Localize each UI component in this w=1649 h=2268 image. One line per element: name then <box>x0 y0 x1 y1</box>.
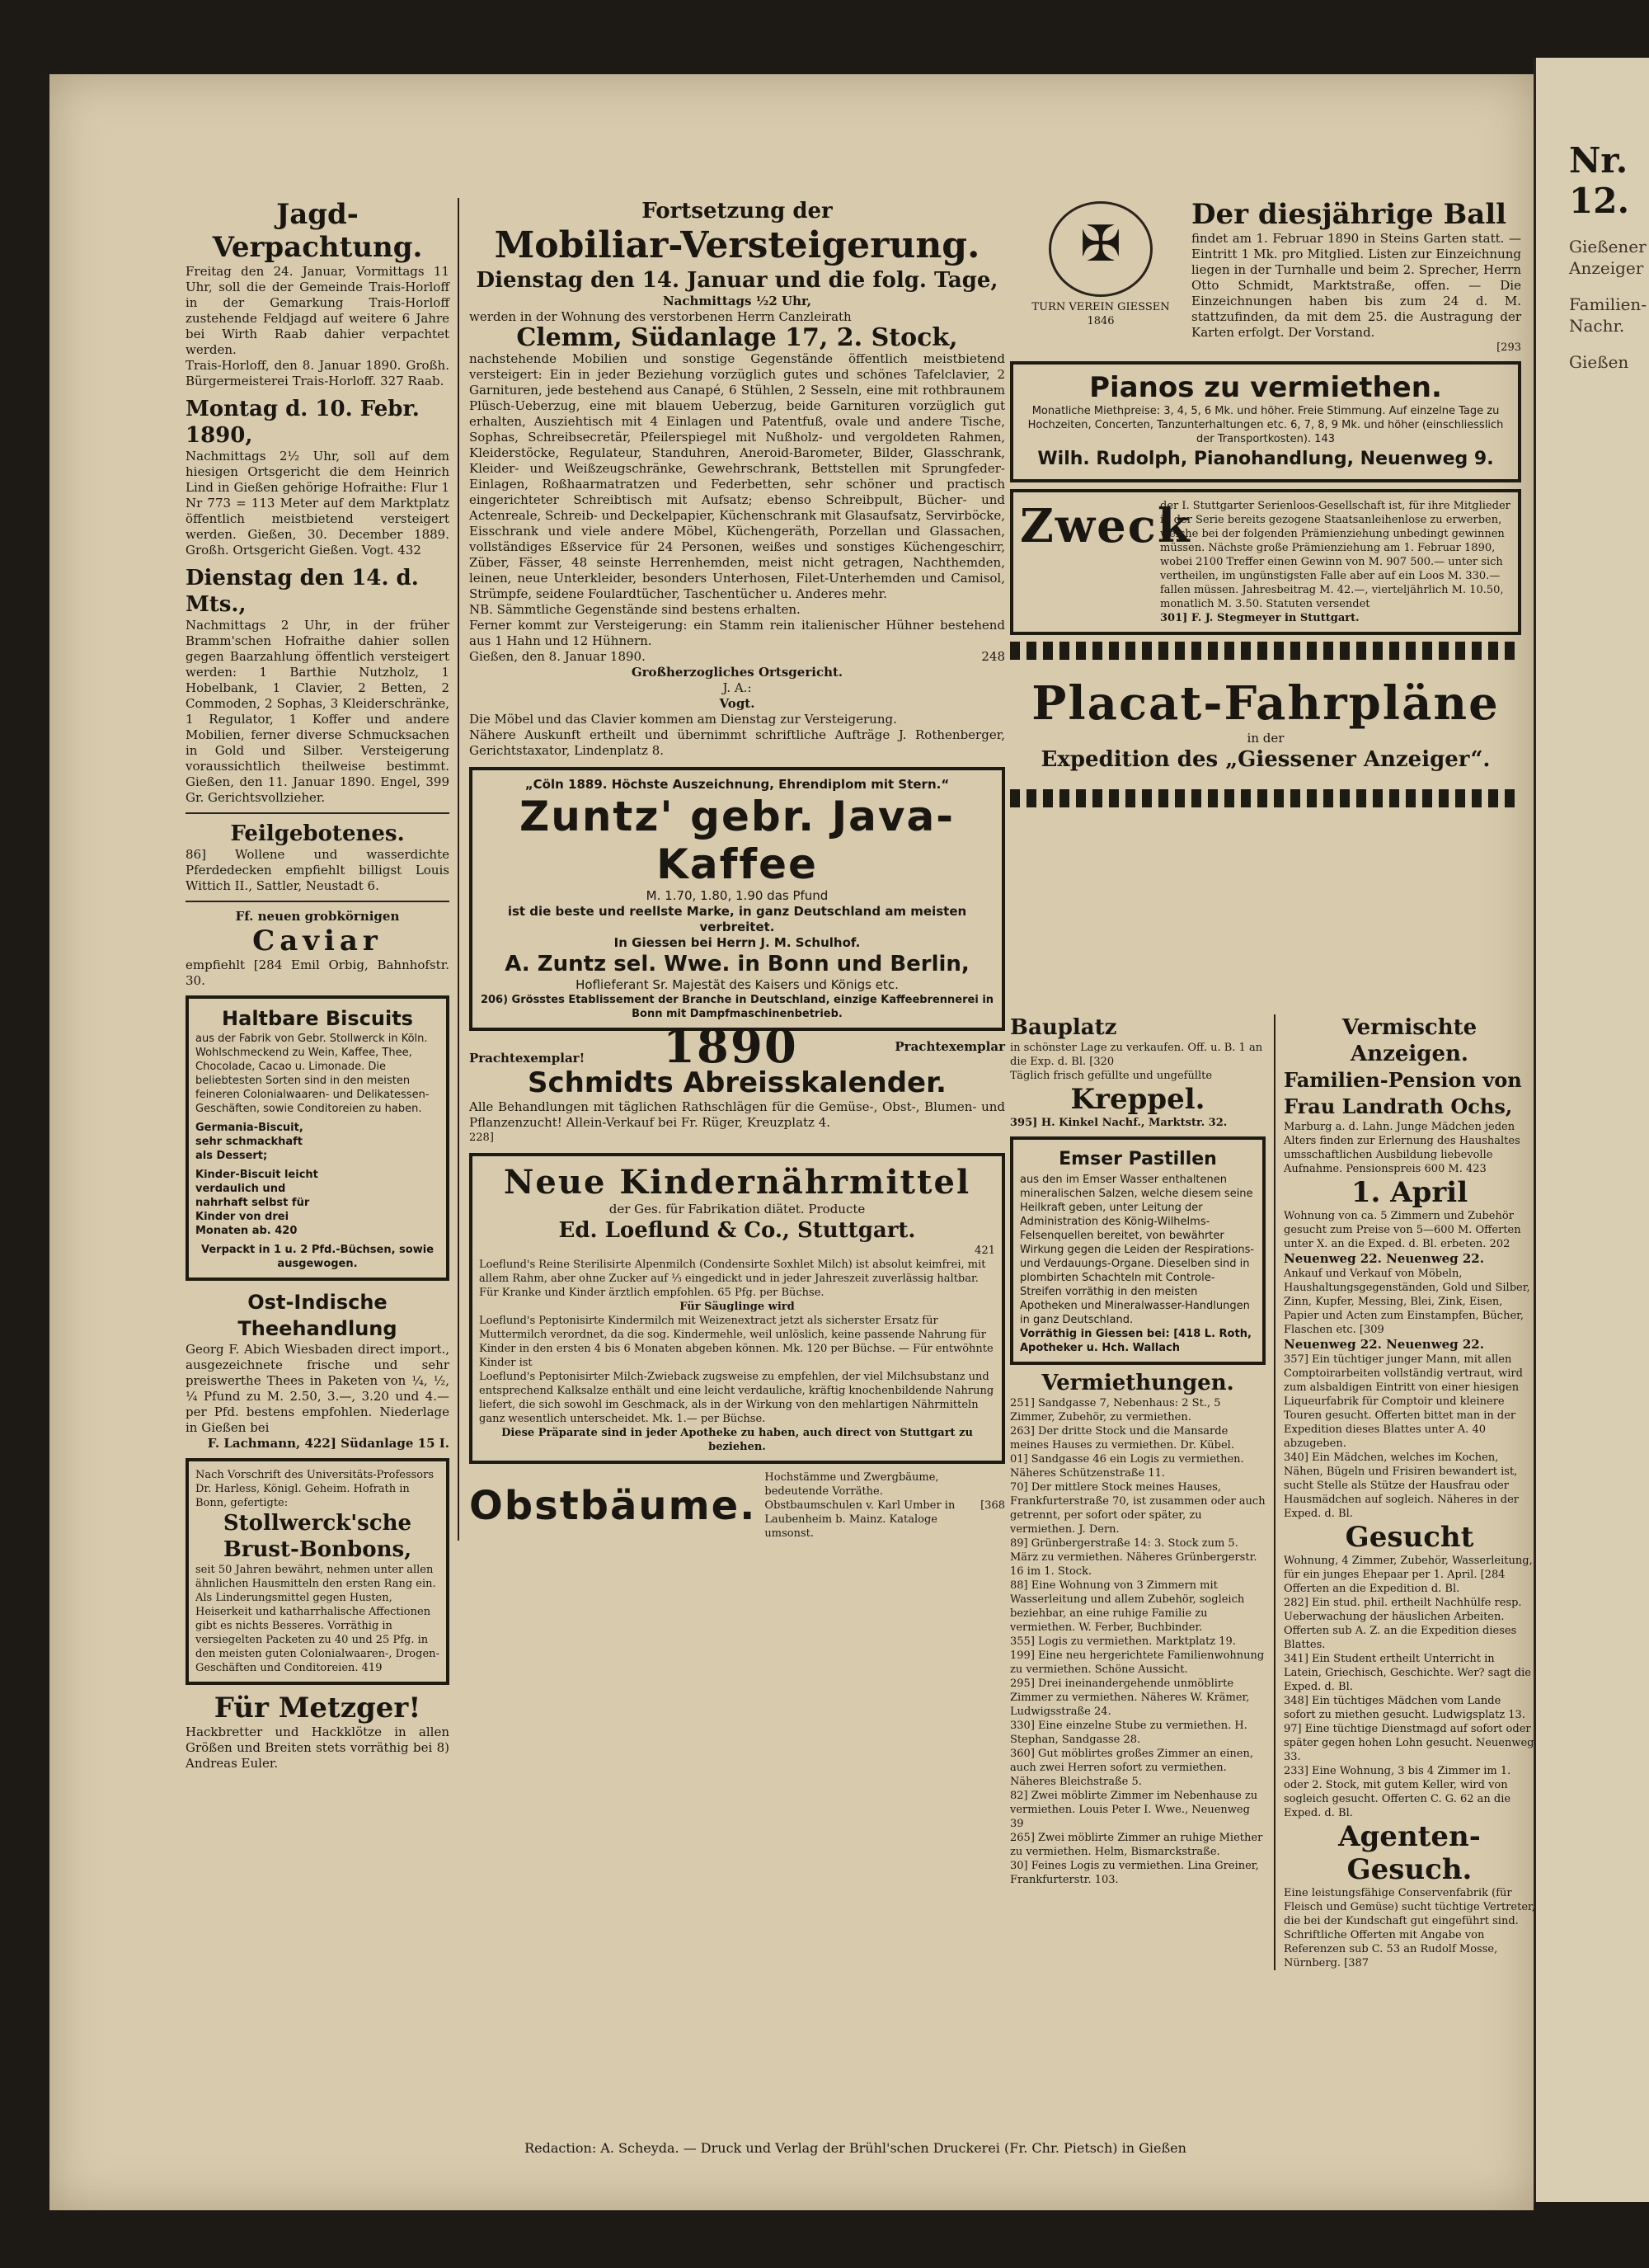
ad-number: [368 <box>980 1499 1005 1512</box>
medal-year: 1846 <box>1087 315 1115 327</box>
ad-title: Für Metzger! <box>214 1692 421 1725</box>
ad-title: Kreppel. <box>1070 1083 1205 1116</box>
ad-text: Gießen, den 8. Januar 1890. <box>469 649 646 664</box>
list-item: 01] Sandgasse 46 ein Logis zu vermiethen. Näheres Schützenstraße 11. <box>1010 1453 1244 1480</box>
ad-number: [293 <box>1496 341 1521 354</box>
ad-text: Ankauf und Verkauf von Möbeln, Haushaltungsgegenständen, Gold und Silber, Zinn, Kupfer, Messing, Blei, Zink, Eisen, Papier und Acten zum Einstampfen, Bücher, Flaschen etc. [309 <box>1284 1268 1530 1336</box>
section-title: Vermiethungen. <box>1041 1371 1234 1395</box>
ad-text: Alle Behandlungen mit täglichen Rathschlägen für die Gemüse-, Obst-, Blumen- und Pflanzenzucht! Allein-Verkauf bei Fr. Rüger, Kreuzplatz 4. <box>469 1099 1005 1130</box>
ad-text: empfiehlt [284 Emil Orbig, Bahnhofstr. 30. <box>186 958 449 988</box>
ad-text: in schönster Lage zu verkaufen. Off. u. B. 1 an die Exp. d. Bl. [320 <box>1010 1042 1263 1068</box>
ad-text: 206) Grösstes Etablissement der Branche in Deutschland, einzige Kaffeebrennerei in Bonn mit Dampfmaschinenbetrieb. <box>480 994 994 1020</box>
ad-title: 1. April <box>1351 1176 1468 1209</box>
column-3-top <box>1010 198 1521 807</box>
ad-title: A. Zuntz sel. Wwe. in Bonn und Berlin, <box>505 952 970 976</box>
ad-title: Caviar <box>252 925 383 958</box>
adjacent-page <box>1534 58 1649 2202</box>
page-content <box>186 198 1535 2161</box>
list-item: 70] Der mittlere Stock meines Hauses, Frankfurterstraße 70, ist zusammen oder auch getrennt, per sofort oder später, zu vermiethen. J. Dern. <box>1010 1481 1266 1536</box>
ad-text: Freitag den 24. Januar, Vormittags 11 Uhr, soll die der Gemeinde Trais-Horloff in der Gemarkung Trais-Horloff zustehende Feldjagd auf weitere 6 Jahre bei Wirth Raab dahier verpachtet werden. <box>186 264 449 357</box>
ad-text: Kinder-Biscuit leicht verdaulich und nahrhaft selbst für Kinder von drei Monaten ab. 420 <box>195 1169 318 1237</box>
ad-text: 301] F. J. Stegmeyer in Stuttgart. <box>1160 612 1360 624</box>
ad-text: Täglich frisch gefüllte und ungefüllte <box>1010 1070 1213 1082</box>
list-item: 341] Ein Student ertheilt Unterricht in Latein, Griechisch, Geschichte. Wer? sagt die Exped. d. Bl. <box>1284 1653 1531 1693</box>
emser-ad <box>1010 1136 1266 1365</box>
ad-title: Mobiliar-Versteigerung. <box>494 224 980 266</box>
ad-text: 357] Ein tüchtiger junger Mann, mit allen Comptoirarbeiten vollständig vertraut, wird zum alsbaldigen Eintritt von einer hiesigen Liqueurfabrik für Comptoir und kleinere Touren gesucht. Offerten bittet man in der Expedition dieses Blattes unter A. 40 abzugeben. <box>1284 1353 1523 1450</box>
ad-text: Vorräthig in Giessen bei: [418 L. Roth, Apotheker u. Hch. Wallach <box>1020 1328 1252 1354</box>
loeflund-ad <box>469 1153 1005 1464</box>
ball-text <box>1191 198 1521 355</box>
ad-text: Eine leistungsfähige Conservenfabrik (für Fleisch und Gemüse) sucht tüchtige Vertreter, die bei der Kundschaft gut eingeführt sind. Schriftliche Offerten mit Angabe von Referenzen sub C. 53 an Rudolf Mosse, Nürnberg. [387 <box>1284 1887 1535 1969</box>
list-item: 265] Zwei möblirte Zimmer an ruhige Miether zu vermiethen. Helm, Bismarckstraße. <box>1010 1832 1263 1858</box>
ad-text: seit 50 Jahren bewährt, nehmen unter allen ähnlichen Hausmitteln den ersten Rang ein. Als Linderungsmittel gegen Husten, Heiserkeit und katharrhalische Affectionen gibt es nichts Besseres. Vorräthig in versiegelten Packeten zu 40 und 25 Pfg. in den meisten guten Colonialwaaren-, Drogen-Geschäften und Conditoreien. 419 <box>195 1564 439 1674</box>
turnverein-medal-icon <box>1049 201 1153 297</box>
adjacent-page-line: Gießen <box>1569 352 1629 372</box>
ad-title: Neue Kindernährmittel <box>503 1163 971 1202</box>
ad-text: in der <box>1247 731 1285 746</box>
ad-text: Hackbretter und Hackklötze in allen Größen und Breiten stets vorräthig bei 8) Andreas Euler. <box>186 1725 449 1771</box>
ad-title: Gesucht <box>1345 1521 1474 1554</box>
ad-text: nachstehende Mobilien und sonstige Gegenstände öffentlich meistbietend versteigert: Ein in jeder Beziehung vorzüglich gutes und schönes Tafelclavier, 2 Garnituren, jede bestehend aus Canapé, 6 Stühlen, 2 Sesseln, eine mit rothbraunem Plüsch-Ueberzug, eine mit blauem Ueberzug, beide Garnituren vorzüglich gut erhalten, Ausziehtisch mit 4 Einlagen und Patentfuß, ovale und andere Tische, Sophas, Schreibsecretär, Pfeilerspiegel mit Nußholz- und vergoldeten Rahmen, Kleiderstöcke, Regulateur, Standuhren, Aneroid-Barometer, Bilder, Glasschrank, Kleider- und Weißzeugschränke, Gewehrschrank, Bettstellen mit Sprungfeder-Einlagen, Roßhaarmatratzen und Federbetten, sehr schöner und practisch eingerichteter Schreibtisch mit Aufsatz; ebenso Schreibpult, Bücher- und Actenreale, Schreib- und Deckelpapier, Küchenschrank mit Glasaufsatz, Servirböcke, Eisschrank und viele andere Möbel, Küchengeräth, Porzellan und Glassachen, vollständiges Eßservice für 24 Personen, weißes und sonstiges Küchengeschirr, Züber, Fässer, 48 seinste Herrenhemden, meist nicht getragen, Nachthemden, leinen, neue Unterkleider, besonders Unterhosen, Filet-Unterhemden und Camisol, Strümpfe, seidene Foulardtücher, Taschentücher u. Anderes mehr. <box>469 351 1005 601</box>
ad-text: Loeflund's Reine Sterilisirte Alpenmilch (Condensirte Soxhlet Milch) ist absolut keimfrei, mit allem Rahm, aber ohne Zucker auf ⅓ eingedickt und in jeder Jahreszeit zuverlässig haltbar. Für Kranke und Kinder ärztlich empfohlen. 65 Pfg. per Büchse. <box>479 1259 986 1299</box>
ad-text: Großherzogliches Ortsgericht. <box>631 665 843 680</box>
column-1 <box>186 198 449 1772</box>
ad-signature: F. Lachmann, 422] Südanlage 15 I. <box>207 1436 449 1451</box>
ad-text: „Cöln 1889. Höchste Auszeichnung, Ehrendiplom mit Stern.“ <box>524 777 950 792</box>
zweck-ad <box>1010 489 1521 635</box>
pianos-ad <box>1010 361 1521 482</box>
ad-title: Bauplatz <box>1010 1015 1117 1040</box>
ad-title: Familien-Pension von Frau Landrath Ochs, <box>1284 1068 1522 1118</box>
ad-text: Nachmittags ½2 Uhr, <box>662 294 812 308</box>
ad-title: Jagd-Verpachtung. <box>212 198 423 264</box>
list-item: 263] Der dritte Stock und die Mansarde meines Hauses zu vermiethen. Dr. Kübel. <box>1010 1425 1234 1452</box>
ad-text: Hoflieferant Sr. Majestät des Kaisers und Königs etc. <box>576 977 899 992</box>
ad-title: Clemm, Südanlage 17, 2. Stock, <box>516 323 958 352</box>
ad-title: Zweck <box>1020 499 1191 553</box>
ad-title: 1890 <box>662 1019 798 1074</box>
ad-text: Marburg a. d. Lahn. Junge Mädchen jeden Alters finden zur Erlernung des Haushaltes umsschaftlichen Ausbildung liebevolle Aufnahme. Pensionspreis 600 M. 423 <box>1284 1121 1520 1175</box>
ad-title: Placat-Fahrpläne <box>1031 676 1500 731</box>
ad-title: Agenten-Gesuch. <box>1338 1820 1481 1886</box>
ad-title: Feilgebotenes. <box>230 821 405 846</box>
ad-text: Hochstämme und Zwergbäume, bedeutende Vorräthe. Obstbaumschulen v. Karl Umber in Laubenheim b. Mainz. Kataloge umsonst. <box>764 1471 956 1540</box>
section-title: Vermischte Anzeigen. <box>1341 1015 1478 1066</box>
list-item: 82] Zwei möblirte Zimmer im Nebenhause zu vermiethen. Louis Peter I. Wwe., Neuenweg 39 <box>1010 1790 1258 1830</box>
biscuits-ad <box>186 995 449 1281</box>
list-item: 88] Eine Wohnung von 3 Zimmern mit Wasserleitung und allem Zubehör, sogleich beziehbar, an eine ruhige Familie zu vermiethen. W. Ferber, Buchbinder. <box>1010 1579 1245 1634</box>
ad-text: aus der Fabrik von Gebr. Stollwerck in Köln. Wohlschmeckend zu Wein, Kaffee, Thee, Chocolade, Cacao u. Limonade. Die beliebtesten Sorten sind in den meisten feineren Colonialwaaren- und Delikatessen-Geschäften, sowie Conditoreien zu haben. <box>195 1033 430 1115</box>
page-footer: Redaction: A. Scheyda. — Druck und Verlag der Brühl'schen Druckerei (Fr. Chr. Pietsch) in Gießen <box>524 2140 1186 2156</box>
adjacent-page-line: Familien-Nachr. <box>1569 294 1647 336</box>
ad-subtitle: Dienstag den 14. Januar und die folg. Tage, <box>476 268 998 293</box>
ad-title: Ost-Indische Theehandlung <box>237 1291 397 1340</box>
ad-text: werden in der Wohnung des verstorbenen Herrn Canzleirath <box>469 309 852 324</box>
placat-ad <box>1010 642 1521 807</box>
medal-box <box>1010 198 1191 355</box>
divider <box>186 901 449 902</box>
ad-text: Nachmittags 2½ Uhr, soll auf dem hiesigen Ortsgericht die dem Heinrich Lind in Gießen gehörige Hofraithe: Flur 1 Nr 773 = 113 Meter auf dem Marktplatz öffentlich meistbietend versteigert werden. Gießen, 30. December 1889. Großh. Ortsgericht Gießen. Vogt. 432 <box>186 449 449 558</box>
ad-text: der Ges. für Fabrikation diätet. Producte <box>608 1202 866 1216</box>
list-item: 348] Ein tüchtiges Mädchen vom Lande sofort zu miethen gesucht. Ludwigsplatz 13. <box>1284 1695 1525 1721</box>
list-item: 89] Grünbergerstraße 14: 3. Stock zum 5. März zu vermiethen. Näheres Grünbergerstr. 16 im 1. Stock. <box>1010 1537 1257 1578</box>
list-item: 360] Gut möblirtes großes Zimmer an einen, auch zwei Herren sofort zu vermiethen. Näheres Bleichstraße 5. <box>1010 1748 1253 1788</box>
ad-subtitle: Fortsetzung der <box>641 199 833 224</box>
ad-title: Schmidts Abreisskalender. <box>528 1066 947 1099</box>
ad-text: Diese Präparate sind in jeder Apotheke zu haben, auch direct von Stuttgart zu beziehen. <box>501 1427 973 1453</box>
ad-text: Für Säuglinge wird <box>679 1301 795 1313</box>
ad-text: Wohnung von ca. 5 Zimmern und Zubehör gesucht zum Preise von 5—600 M. Offerten unter X. an die Exped. d. Bl. erbeten. 202 <box>1284 1210 1521 1250</box>
ad-text: aus den im Emser Wasser enthaltenen mineralischen Salzen, welche diesem seine Heilkraft geben, unter Leitung der Administration des König-Wilhelms-Felsenquellen bereitet, von bewährter Wirkung gegen die Leiden der Respirations- und Verdauungs-Organe. Dieselben sind in plombirten Schachteln mit Controle-Streifen vorräthig in den meisten Apotheken und Mineralwasser-Handlungen in ganz Deutschland. <box>1020 1174 1255 1326</box>
ad-title: Der diesjährige Ball <box>1191 198 1507 231</box>
ad-title: Expedition des „Giessener Anzeiger“. <box>1041 747 1491 772</box>
adjacent-page-line: Gießener Anzeiger <box>1569 237 1647 278</box>
column-3 <box>1010 1014 1266 1887</box>
column-4 <box>1274 1014 1535 1970</box>
ad-title: Stollwerck'sche Brust-Bonbons, <box>223 1511 412 1562</box>
ad-number: 228] <box>469 1132 494 1144</box>
ad-number: 421 <box>975 1245 995 1257</box>
ad-text: Loeflund's Peptonisirte Kindermilch mit Weizenextract jetzt als sicherster Ersatz für Muttermilch verordnet, da die sog. Kindermehle, weil unlöslich, keine passende Nahrung für Kinder in den ersten 4 bis 6 Monaten abgeben können. Mk. 120 per Büchse. — Für entwöhnte Kinder ist <box>479 1315 994 1369</box>
ad-text: Vogt. <box>719 696 755 711</box>
ad-title: Neuenweg 22. Neuenweg 22. <box>1284 1337 1484 1352</box>
ad-title: Neuenweg 22. Neuenweg 22. <box>1284 1251 1484 1266</box>
ad-text: J. A.: <box>722 680 752 695</box>
list-item: 355] Logis zu vermiethen. Marktplatz 19. <box>1010 1635 1236 1648</box>
list-item: 282] Ein stud. phil. ertheilt Nachhülfe resp. Ueberwachung der häuslichen Arbeiten. Offerten sub A. Z. an die Expedition dieses Blattes. <box>1284 1597 1522 1651</box>
ad-number: 248 <box>981 649 1005 664</box>
ball-ad <box>1010 198 1521 355</box>
list-item: 251] Sandgasse 7, Nebenhaus: 2 St., 5 Zimmer, Zubehör, zu vermiethen. <box>1010 1397 1221 1423</box>
ad-text: Germania-Biscuit, sehr schmackhaft als Dessert; <box>195 1122 303 1162</box>
list-item: 97] Eine tüchtige Dienstmagd auf sofort oder später gegen hohen Lohn gesucht. Neuenweg 33. <box>1284 1723 1534 1763</box>
ad-date <box>469 649 1005 665</box>
ad-text: ist die beste und reellste Marke, in ganz Deutschland am meisten verbreitet. <box>507 904 967 934</box>
ad-text: findet am 1. Februar 1890 in Steins Garten statt. — Eintritt 1 Mk. pro Mitglied. Listen zur Einzeichnung liegen in der Turnhalle und beim 2. Sprecher, Herrn Otto Schmidt, Marktstraße, offen. — Die Einzeichnungen haben bis zum 24 d. M. stattzufinden, da mit dem 25. die Austragung der Karten erfolgt. Der Vorstand. <box>1191 231 1521 340</box>
medal-text: TURN VEREIN GIESSEN <box>1031 301 1170 313</box>
ad-text: der I. Stuttgarter Serienloos-Gesellschaft ist, für ihre Mitglieder in der Serie bereits gezogene Staatsanleihenlose zu erwerben, welche bei der folgenden Prämienziehung unbedingt gewinnen müssen. Nächste große Prämienziehung am 1. Februar 1890, wobei 2100 Treffer einen Gewinn von M. 907 500.— unter sich vertheilen, im ungünstigsten Falle aber auf ein Loos M. 330.— fallen müssen. Jahresbeitrag M. 42.—, vierteljährlich M. 10.50, monatlich M. 3.50. Statuten versendet <box>1160 500 1510 610</box>
ad-text: Prachtexemplar <box>895 1039 1005 1054</box>
ad-text: Monatliche Miethpreise: 3, 4, 5, 6 Mk. und höher. Freie Stimmung. Auf einzelne Tage zu Hochzeiten, Concerten, Tanzunterhaltungen etc. 6, 7, 8, 9 Mk. und höher (einschliesslich der Transportkosten). 143 <box>1027 405 1504 445</box>
ad-signature: Trais-Horloff, den 8. Januar 1890. Großh. Bürgermeisterei Trais-Horloff. 327 Raab. <box>186 358 449 388</box>
column-2 <box>458 198 1005 1541</box>
brust-bonbons-ad <box>186 1458 449 1685</box>
ad-text: Verpackt in 1 u. 2 Pfd.-Büchsen, sowie ausgewogen. <box>200 1244 435 1270</box>
ad-title: Pianos zu vermiethen. <box>1089 371 1442 404</box>
ad-text: Die Möbel und das Clavier kommen am Dienstag zur Versteigerung. <box>469 712 897 727</box>
ad-text: 340] Ein Mädchen, welches im Kochen, Nähen, Bügeln und Frisiren bewandert ist, sucht Stelle als Stütze der Hausfrau oder Hausmädchen auf sogleich. Näheres in der Exped. d. Bl. <box>1284 1452 1519 1520</box>
ad-text: Nachmittags 2 Uhr, in der früher Bramm'schen Hofraithe dahier sollen gegen Baarzahlung öffentlich versteigert werden: 1 Barthie Nutzholz, 1 Hobelbank, 1 Clavier, 2 Betten, 2 Commoden, 2 Sophas, 3 Kleiderschränke, 1 Regulator, 1 Koffer und andere Mobilien, ferner diverse Schmucksachen in Gold und Silber. Versteigerung voraussichtlich theilweise bestimmt. Gießen, den 11. Januar 1890. Engel, 399 Gr. Gerichtsvollzieher. <box>186 618 449 805</box>
ad-title: Wilh. Rudolph, Pianohandlung, Neuenweg 9. <box>1037 449 1494 469</box>
border-ornament <box>1010 789 1521 807</box>
ad-text: NB. Sämmtliche Gegenstände sind bestens erhalten. <box>469 602 801 617</box>
ad-title: Ed. Loeflund & Co., Stuttgart. <box>558 1218 916 1243</box>
list-item: 199] Eine neu hergerichtete Familienwohnung zu vermiethen. Schöne Aussicht. <box>1010 1649 1265 1676</box>
ad-text: Wohnung, 4 Zimmer, Zubehör, Wasserleitung, für ein junges Ehepaar per 1. April. [284 Offerten an die Expedition d. Bl. <box>1284 1555 1533 1595</box>
ad-title: Haltbare Biscuits <box>222 1007 413 1030</box>
divider <box>186 812 449 814</box>
ad-text: Ferner kommt zur Versteigerung: ein Stamm rein italienischer Hühner bestehend aus 1 Hahn und 12 Hühnern. <box>469 618 1005 648</box>
ad-text: In Giessen bei Herrn J. M. Schulhof. <box>613 935 861 950</box>
ad-text: 86] Wollene und wasserdichte Pferdedecken empfiehlt billigst Louis Wittich II., Sattler, Neustadt 6. <box>186 847 449 893</box>
ad-text: Loeflund's Peptonisirter Milch-Zwieback zugsweise zu empfehlen, der viel Milchsubstanz und entsprechend Kalksalze enthält und eine leicht verdauliche, kräftig knochenbildende Nahrung liefert, die sich sowohl im Geschmack, als in der Wirkung von den mehlartigen Nährmitteln ganz wesentlich unterscheidet. Mk. 1.— per Büchse. <box>479 1371 994 1425</box>
ad-title: Emser Pastillen <box>1059 1149 1217 1169</box>
ad-text: Nach Vorschrift des Universitäts-Professors Dr. Harless, Königl. Geheim. Hofrath in Bonn, gefertigte: <box>195 1469 435 1509</box>
ad-text: 395] H. Kinkel Nachf., Marktstr. 32. <box>1010 1117 1228 1129</box>
ad-text: Nähere Auskunft ertheilt und übernimmt schriftliche Aufträge J. Rothenberger, Gerichtstaxator, Lindenplatz 8. <box>469 727 1005 758</box>
list-item: 30] Feines Logis zu vermiethen. Lina Greiner, Frankfurterstr. 103. <box>1010 1860 1259 1886</box>
list-item: 295] Drei ineinandergehende unmöblirte Zimmer zu vermiethen. Näheres W. Krämer, Ludwigsstraße 24. <box>1010 1677 1250 1718</box>
ad-text: Ff. neuen grobkörnigen <box>235 909 400 924</box>
ad-title: Dienstag den 14. d. Mts., <box>186 566 419 617</box>
ad-title: Obstbäume. <box>469 1482 757 1529</box>
zweck-body <box>1160 499 1511 625</box>
zuntz-ad <box>469 767 1005 1031</box>
list-item: 330] Eine einzelne Stube zu vermiethen. H. Stephan, Sandgasse 28. <box>1010 1720 1247 1746</box>
ad-text: Georg F. Abich Wiesbaden direct import., ausgezeichnete frische und sehr preiswerthe Thees in Paketen von ¼, ½, ¼ Pfund zu M. 2.50, 3.—, 3.20 und 4.— per Pfd. bestens empfohlen. Niederlage in Gießen bei <box>186 1342 449 1435</box>
ad-title: Montag d. 10. Febr. 1890, <box>186 397 420 448</box>
ad-text: M. 1.70, 1.80, 1.90 das Pfund <box>646 888 829 903</box>
list-item: 233] Eine Wohnung, 3 bis 4 Zimmer im 1. oder 2. Stock, mit gutem Keller, wird von sogleich gesucht. Offerten C. G. 62 an die Exped. d. Bl. <box>1284 1765 1511 1819</box>
ad-text: Prachtexemplar! <box>469 1051 585 1066</box>
adjacent-page-number: Nr. 12. <box>1569 140 1630 221</box>
obst-ad <box>469 1470 1005 1541</box>
ad-title: Zuntz' gebr. Java-Kaffee <box>519 793 956 888</box>
calendar-ad-header <box>469 1019 1005 1074</box>
border-ornament <box>1010 642 1521 660</box>
